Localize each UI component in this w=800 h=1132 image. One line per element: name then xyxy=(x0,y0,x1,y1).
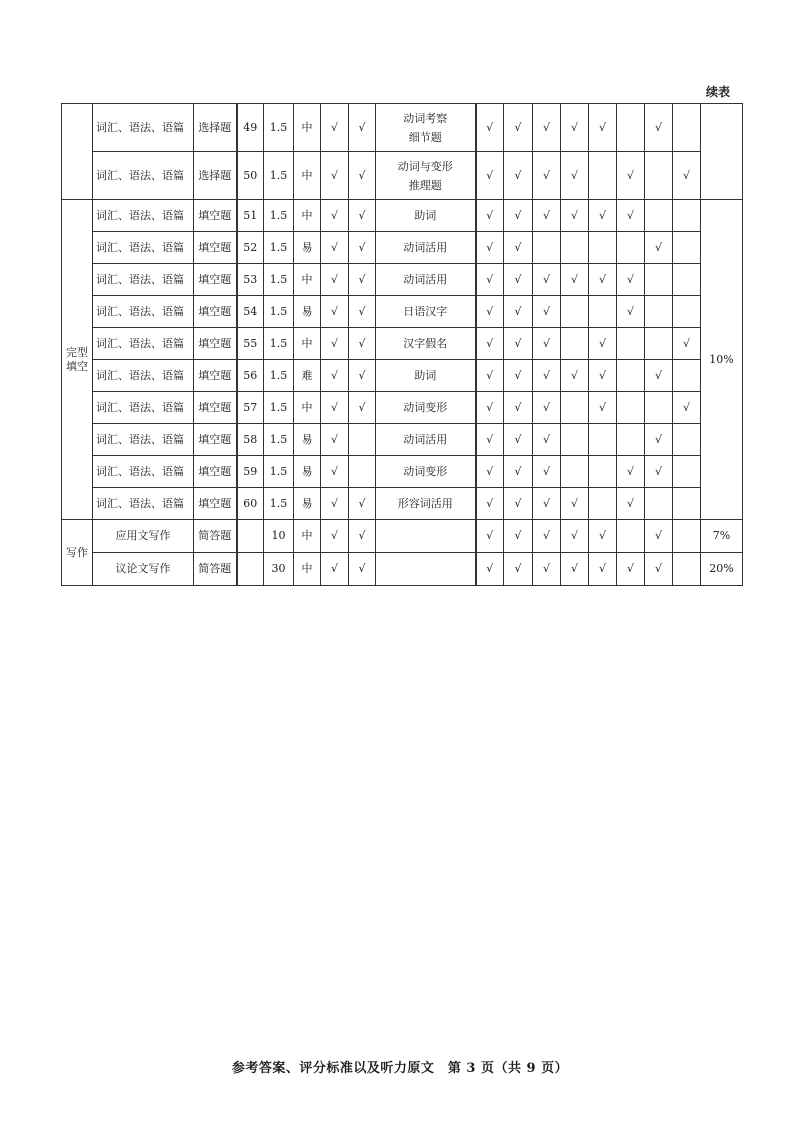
content-cell: 形容词活用 xyxy=(376,488,476,520)
check-cell: √ xyxy=(349,264,376,296)
check-cell: √ xyxy=(349,328,376,360)
check-cell: √ xyxy=(321,200,349,232)
check-cell: √ xyxy=(533,152,561,200)
knowledge-cell: 词汇、语法、语篇 xyxy=(93,424,194,456)
check-cell: √ xyxy=(504,360,533,392)
check-cell: √ xyxy=(533,424,561,456)
check-cell xyxy=(673,488,701,520)
check-cell: √ xyxy=(349,553,376,586)
difficulty-cell: 易 xyxy=(294,424,321,456)
check-cell: √ xyxy=(533,553,561,586)
check-cell: √ xyxy=(476,264,504,296)
check-cell: √ xyxy=(504,152,533,200)
check-cell: √ xyxy=(589,264,617,296)
question-number-cell xyxy=(237,520,264,553)
check-cell xyxy=(645,264,673,296)
content-cell xyxy=(376,553,476,586)
exam-spec-table xyxy=(61,103,743,586)
question-number-cell: 59 xyxy=(237,456,264,488)
check-cell: √ xyxy=(349,104,376,152)
check-cell: √ xyxy=(504,104,533,152)
question-type-cell: 填空题 xyxy=(194,456,237,488)
score-cell: 1.5 xyxy=(264,424,294,456)
continued-label: 续表 xyxy=(706,85,731,99)
score-cell: 1.5 xyxy=(264,296,294,328)
score-cell: 1.5 xyxy=(264,360,294,392)
question-number-cell: 51 xyxy=(237,200,264,232)
check-cell: √ xyxy=(476,152,504,200)
check-cell: √ xyxy=(561,104,589,152)
score-cell: 1.5 xyxy=(264,104,294,152)
check-cell: √ xyxy=(617,152,645,200)
check-cell: √ xyxy=(617,200,645,232)
difficulty-cell: 中 xyxy=(294,152,321,200)
score-cell: 10 xyxy=(264,520,294,553)
check-cell: √ xyxy=(561,520,589,553)
difficulty-cell: 中 xyxy=(294,392,321,424)
check-cell: √ xyxy=(673,152,701,200)
content-cell: 动词变形 xyxy=(376,392,476,424)
question-type-cell: 填空题 xyxy=(194,424,237,456)
question-number-cell: 60 xyxy=(237,488,264,520)
check-cell xyxy=(617,424,645,456)
check-cell xyxy=(589,424,617,456)
check-cell: √ xyxy=(645,456,673,488)
difficulty-cell: 中 xyxy=(294,200,321,232)
check-cell: √ xyxy=(476,104,504,152)
check-cell: √ xyxy=(533,488,561,520)
check-cell: √ xyxy=(589,520,617,553)
check-cell: √ xyxy=(533,264,561,296)
check-cell: √ xyxy=(561,488,589,520)
check-cell: √ xyxy=(589,553,617,586)
check-cell: √ xyxy=(589,392,617,424)
check-cell: √ xyxy=(476,424,504,456)
check-cell: √ xyxy=(504,232,533,264)
check-cell xyxy=(673,264,701,296)
check-cell: √ xyxy=(561,553,589,586)
knowledge-cell: 词汇、语法、语篇 xyxy=(93,152,194,200)
question-type-cell: 填空题 xyxy=(194,200,237,232)
check-cell: √ xyxy=(645,520,673,553)
check-cell xyxy=(673,520,701,553)
content-cell xyxy=(376,520,476,553)
check-cell: √ xyxy=(504,200,533,232)
check-cell: √ xyxy=(673,328,701,360)
knowledge-cell: 词汇、语法、语篇 xyxy=(93,456,194,488)
content-cell: 动词与变形 推理题 xyxy=(376,152,476,200)
knowledge-cell: 词汇、语法、语篇 xyxy=(93,200,194,232)
page-footer: 参考答案、评分标准以及听力原文 第 3 页（共 9 页） xyxy=(231,1061,569,1076)
content-cell: 动词变形 xyxy=(376,456,476,488)
check-cell: √ xyxy=(589,200,617,232)
check-cell xyxy=(645,200,673,232)
check-cell: √ xyxy=(504,392,533,424)
content-cell: 动词活用 xyxy=(376,264,476,296)
question-type-cell: 填空题 xyxy=(194,488,237,520)
check-cell: √ xyxy=(321,424,349,456)
question-number-cell: 52 xyxy=(237,232,264,264)
check-cell: √ xyxy=(476,360,504,392)
check-cell: √ xyxy=(504,553,533,586)
question-type-cell: 填空题 xyxy=(194,392,237,424)
check-cell xyxy=(673,456,701,488)
weight-cell-argumentative: 20% xyxy=(701,553,743,586)
score-cell: 1.5 xyxy=(264,456,294,488)
check-cell: √ xyxy=(645,232,673,264)
check-cell xyxy=(349,424,376,456)
check-cell: √ xyxy=(533,360,561,392)
check-cell xyxy=(617,104,645,152)
question-number-cell: 53 xyxy=(237,264,264,296)
check-cell xyxy=(673,232,701,264)
check-cell: √ xyxy=(321,488,349,520)
check-cell xyxy=(589,488,617,520)
check-cell: √ xyxy=(321,328,349,360)
section-cell-writing: 写作 xyxy=(62,520,93,586)
question-type-cell: 选择题 xyxy=(194,104,237,152)
knowledge-cell: 词汇、语法、语篇 xyxy=(93,296,194,328)
table-row xyxy=(62,296,743,328)
check-cell: √ xyxy=(589,328,617,360)
check-cell: √ xyxy=(476,488,504,520)
check-cell xyxy=(645,296,673,328)
check-cell xyxy=(349,456,376,488)
table-row xyxy=(62,232,743,264)
check-cell: √ xyxy=(476,296,504,328)
check-cell: √ xyxy=(504,520,533,553)
check-cell xyxy=(561,296,589,328)
check-cell: √ xyxy=(349,152,376,200)
content-cell: 日语汉字 xyxy=(376,296,476,328)
check-cell: √ xyxy=(321,264,349,296)
check-cell xyxy=(645,328,673,360)
check-cell: √ xyxy=(533,200,561,232)
table-row xyxy=(62,456,743,488)
check-cell xyxy=(617,328,645,360)
difficulty-cell: 中 xyxy=(294,520,321,553)
check-cell: √ xyxy=(617,264,645,296)
check-cell: √ xyxy=(321,520,349,553)
content-cell: 汉字假名 xyxy=(376,328,476,360)
check-cell: √ xyxy=(533,392,561,424)
difficulty-cell: 难 xyxy=(294,360,321,392)
check-cell: √ xyxy=(476,232,504,264)
check-cell: √ xyxy=(589,104,617,152)
question-type-cell: 选择题 xyxy=(194,152,237,200)
check-cell xyxy=(645,152,673,200)
question-number-cell: 57 xyxy=(237,392,264,424)
check-cell xyxy=(589,296,617,328)
score-cell: 30 xyxy=(264,553,294,586)
content-cell: 动词活用 xyxy=(376,232,476,264)
check-cell: √ xyxy=(321,152,349,200)
table-row xyxy=(62,520,743,553)
question-number-cell: 49 xyxy=(237,104,264,152)
score-cell: 1.5 xyxy=(264,488,294,520)
check-cell: √ xyxy=(533,104,561,152)
check-cell xyxy=(589,456,617,488)
weight-cell-practical: 7% xyxy=(701,520,743,553)
check-cell xyxy=(645,392,673,424)
check-cell: √ xyxy=(561,200,589,232)
table-row xyxy=(62,152,743,200)
check-cell xyxy=(533,232,561,264)
knowledge-cell: 词汇、语法、语篇 xyxy=(93,392,194,424)
check-cell: √ xyxy=(645,424,673,456)
check-cell xyxy=(589,152,617,200)
table-row xyxy=(62,553,743,586)
content-cell: 助词 xyxy=(376,200,476,232)
content-cell: 动词考察 细节题 xyxy=(376,104,476,152)
check-cell: √ xyxy=(321,296,349,328)
check-cell: √ xyxy=(504,424,533,456)
check-cell xyxy=(673,296,701,328)
check-cell: √ xyxy=(533,456,561,488)
check-cell: √ xyxy=(349,360,376,392)
section-cell-prev xyxy=(62,104,93,200)
question-number-cell: 55 xyxy=(237,328,264,360)
score-cell: 1.5 xyxy=(264,232,294,264)
check-cell xyxy=(673,360,701,392)
knowledge-cell: 词汇、语法、语篇 xyxy=(93,232,194,264)
check-cell: √ xyxy=(349,520,376,553)
difficulty-cell: 中 xyxy=(294,264,321,296)
check-cell: √ xyxy=(321,392,349,424)
check-cell: √ xyxy=(589,360,617,392)
check-cell: √ xyxy=(617,553,645,586)
question-type-cell: 简答题 xyxy=(194,553,237,586)
question-type-cell: 填空题 xyxy=(194,360,237,392)
knowledge-cell: 词汇、语法、语篇 xyxy=(93,360,194,392)
question-number-cell: 54 xyxy=(237,296,264,328)
question-number-cell xyxy=(237,553,264,586)
knowledge-cell: 词汇、语法、语篇 xyxy=(93,328,194,360)
knowledge-cell: 应用文写作 xyxy=(93,520,194,553)
check-cell: √ xyxy=(561,264,589,296)
check-cell: √ xyxy=(349,392,376,424)
score-cell: 1.5 xyxy=(264,152,294,200)
question-number-cell: 58 xyxy=(237,424,264,456)
weight-cell-prev xyxy=(701,104,743,200)
question-type-cell: 填空题 xyxy=(194,328,237,360)
check-cell: √ xyxy=(504,328,533,360)
content-cell: 助词 xyxy=(376,360,476,392)
check-cell: √ xyxy=(561,360,589,392)
table-row xyxy=(62,328,743,360)
check-cell: √ xyxy=(349,232,376,264)
difficulty-cell: 中 xyxy=(294,104,321,152)
score-cell: 1.5 xyxy=(264,200,294,232)
difficulty-cell: 易 xyxy=(294,296,321,328)
check-cell: √ xyxy=(504,296,533,328)
knowledge-cell: 词汇、语法、语篇 xyxy=(93,264,194,296)
check-cell: √ xyxy=(504,456,533,488)
check-cell: √ xyxy=(645,553,673,586)
knowledge-cell: 议论文写作 xyxy=(93,553,194,586)
check-cell: √ xyxy=(476,328,504,360)
check-cell: √ xyxy=(476,200,504,232)
check-cell: √ xyxy=(533,296,561,328)
table-row xyxy=(62,200,743,232)
score-cell: 1.5 xyxy=(264,328,294,360)
check-cell: √ xyxy=(533,328,561,360)
check-cell: √ xyxy=(673,392,701,424)
check-cell xyxy=(673,200,701,232)
check-cell xyxy=(589,232,617,264)
check-cell: √ xyxy=(349,488,376,520)
check-cell xyxy=(561,328,589,360)
check-cell: √ xyxy=(645,360,673,392)
table-body xyxy=(62,104,743,586)
check-cell xyxy=(561,424,589,456)
check-cell: √ xyxy=(476,553,504,586)
check-cell: √ xyxy=(504,264,533,296)
question-type-cell: 填空题 xyxy=(194,232,237,264)
difficulty-cell: 中 xyxy=(294,328,321,360)
check-cell: √ xyxy=(349,200,376,232)
check-cell: √ xyxy=(321,456,349,488)
check-cell xyxy=(673,553,701,586)
check-cell: √ xyxy=(321,232,349,264)
check-cell xyxy=(617,392,645,424)
difficulty-cell: 易 xyxy=(294,232,321,264)
score-cell: 1.5 xyxy=(264,392,294,424)
check-cell xyxy=(617,360,645,392)
table-row xyxy=(62,424,743,456)
check-cell: √ xyxy=(504,488,533,520)
check-cell: √ xyxy=(533,520,561,553)
table-row xyxy=(62,360,743,392)
check-cell: √ xyxy=(476,456,504,488)
check-cell xyxy=(673,424,701,456)
knowledge-cell: 词汇、语法、语篇 xyxy=(93,104,194,152)
question-type-cell: 填空题 xyxy=(194,264,237,296)
check-cell: √ xyxy=(476,392,504,424)
check-cell: √ xyxy=(561,152,589,200)
weight-cell-cloze: 10% xyxy=(701,200,743,520)
question-number-cell: 56 xyxy=(237,360,264,392)
check-cell: √ xyxy=(617,296,645,328)
question-type-cell: 填空题 xyxy=(194,296,237,328)
table-row xyxy=(62,264,743,296)
check-cell: √ xyxy=(321,104,349,152)
check-cell xyxy=(561,232,589,264)
check-cell: √ xyxy=(321,553,349,586)
difficulty-cell: 易 xyxy=(294,456,321,488)
check-cell xyxy=(561,456,589,488)
table-row xyxy=(62,104,743,152)
check-cell xyxy=(673,104,701,152)
question-type-cell: 简答题 xyxy=(194,520,237,553)
check-cell: √ xyxy=(645,104,673,152)
knowledge-cell: 词汇、语法、语篇 xyxy=(93,488,194,520)
table-row xyxy=(62,488,743,520)
content-cell: 动词活用 xyxy=(376,424,476,456)
check-cell: √ xyxy=(617,488,645,520)
section-cell-cloze: 完型 填空 xyxy=(62,200,93,520)
question-number-cell: 50 xyxy=(237,152,264,200)
check-cell xyxy=(645,488,673,520)
check-cell: √ xyxy=(321,360,349,392)
difficulty-cell: 中 xyxy=(294,553,321,586)
check-cell xyxy=(617,232,645,264)
check-cell: √ xyxy=(617,456,645,488)
difficulty-cell: 易 xyxy=(294,488,321,520)
check-cell: √ xyxy=(349,296,376,328)
check-cell: √ xyxy=(476,520,504,553)
check-cell xyxy=(617,520,645,553)
score-cell: 1.5 xyxy=(264,264,294,296)
check-cell xyxy=(561,392,589,424)
table-row xyxy=(62,392,743,424)
